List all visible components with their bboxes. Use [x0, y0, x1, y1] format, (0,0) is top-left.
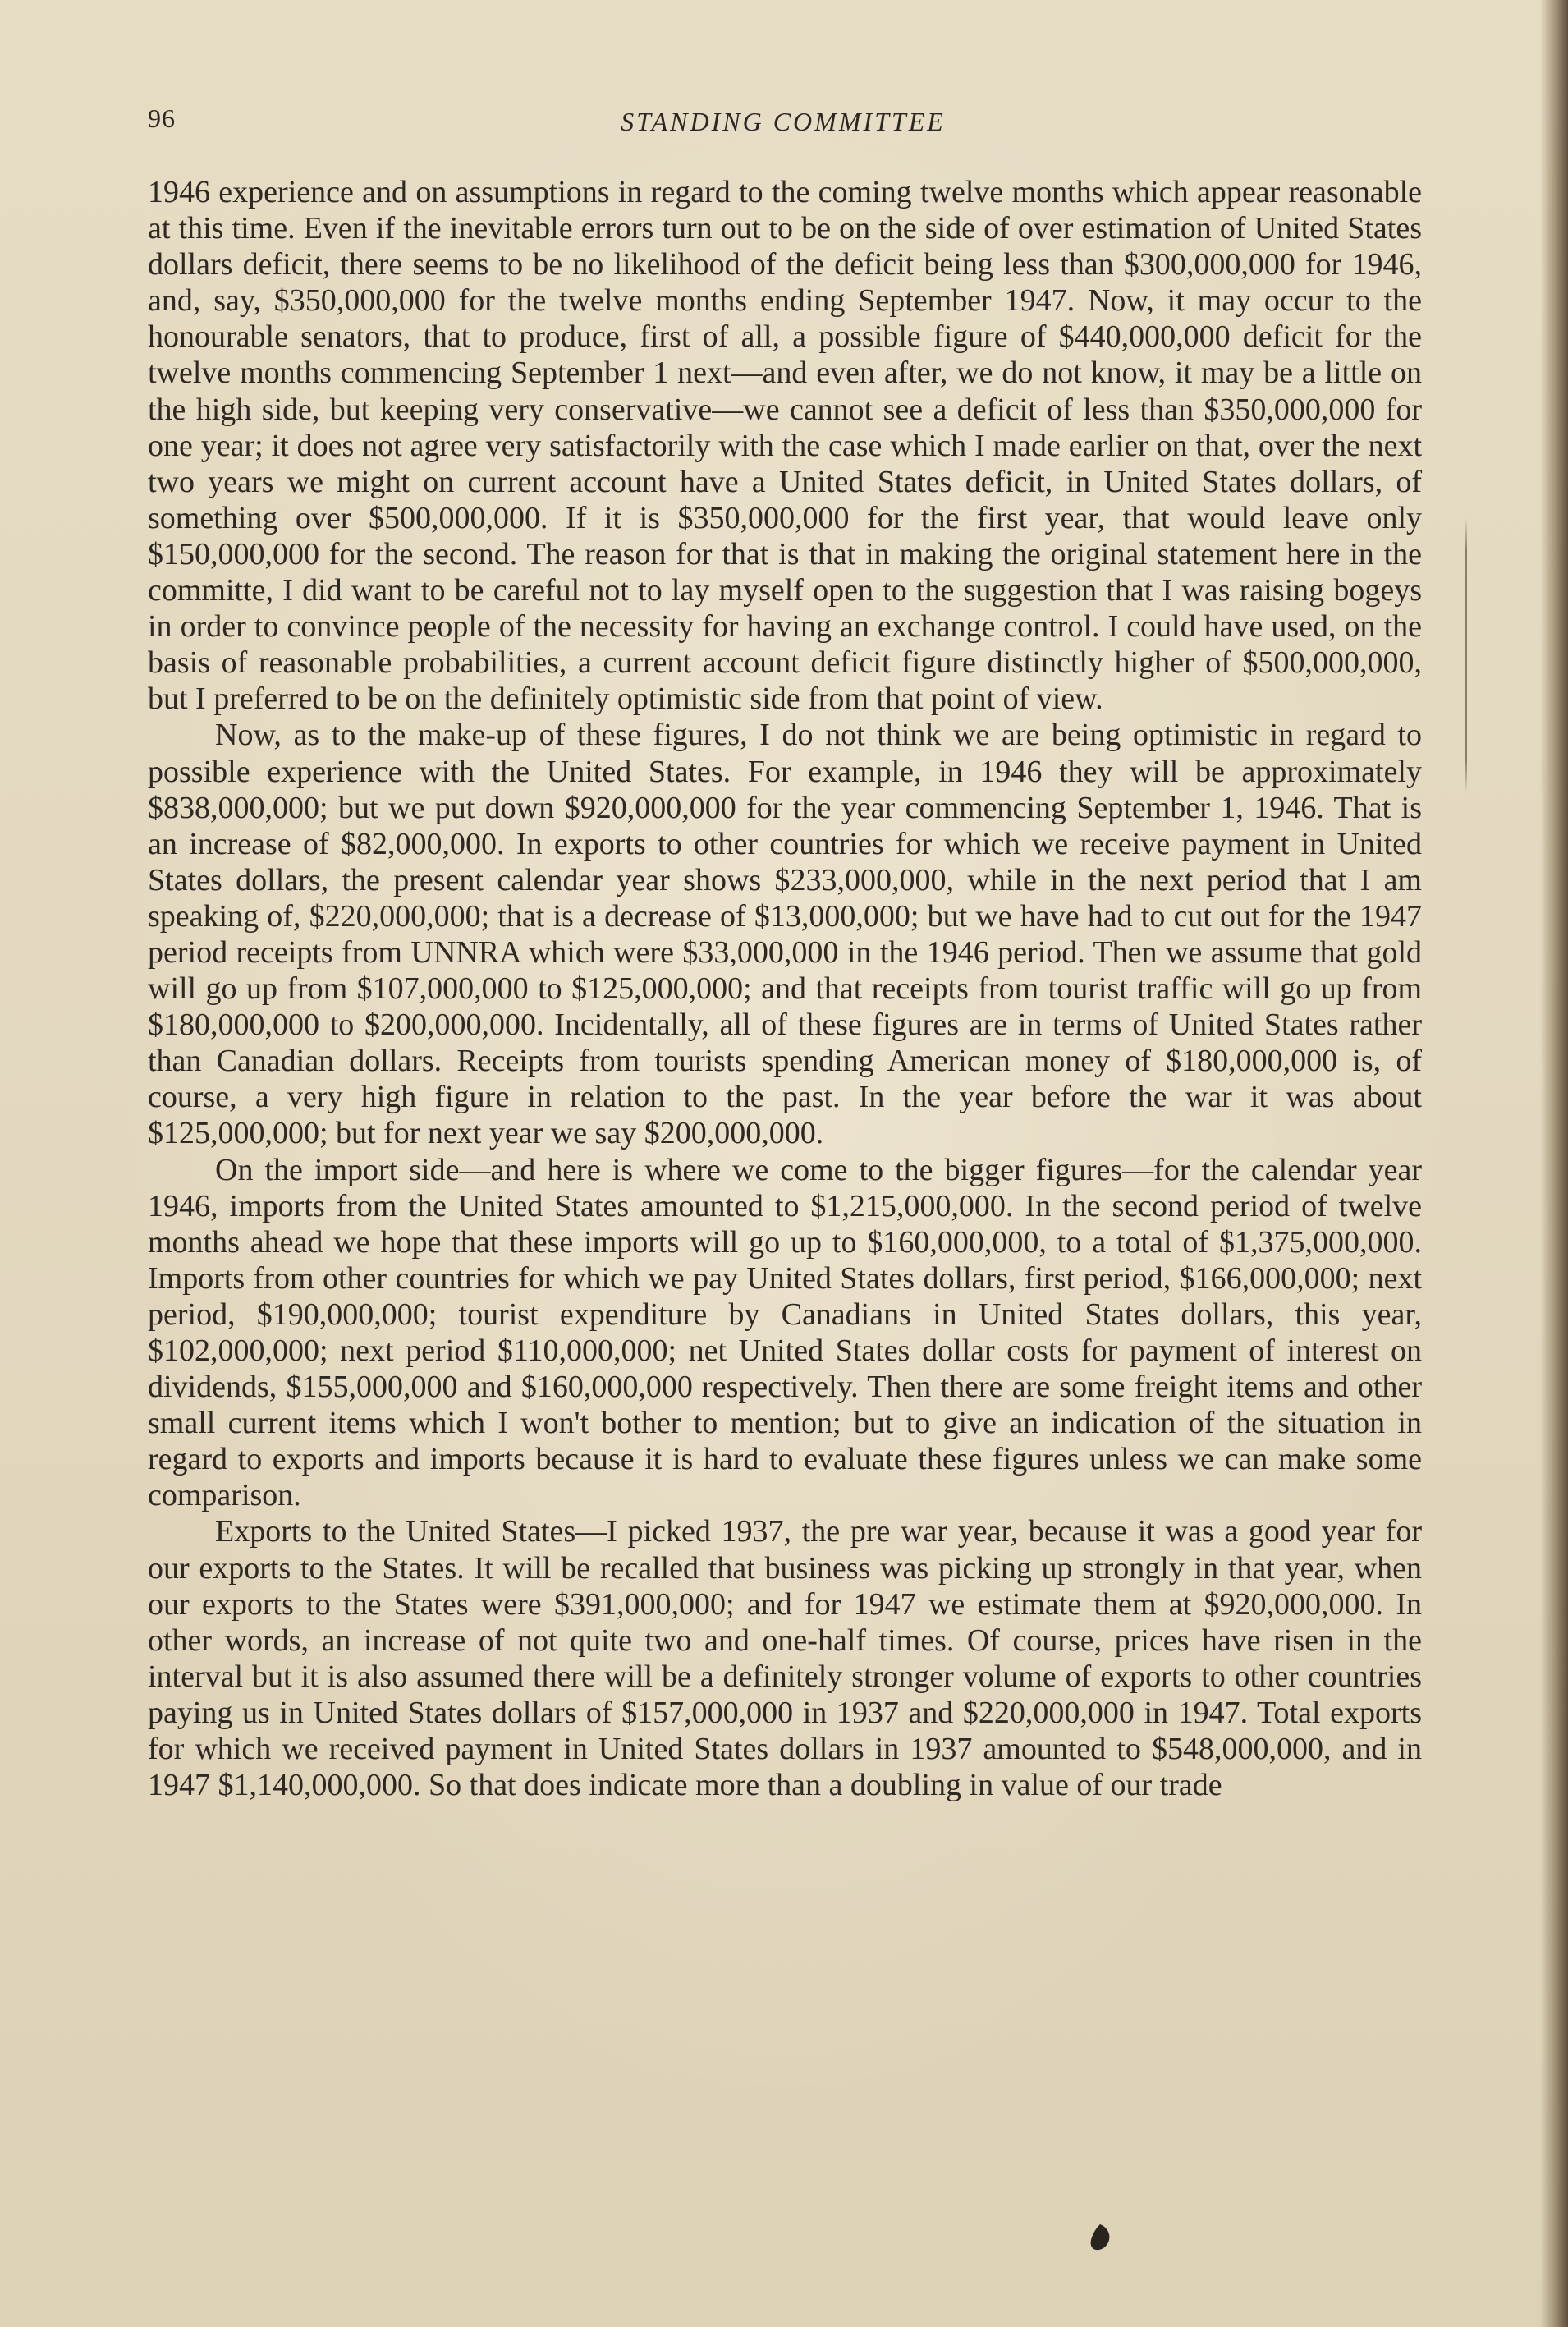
ink-blot-mark — [1089, 2224, 1112, 2251]
running-head: STANDING COMMITTEE — [621, 107, 946, 136]
body-text — [148, 174, 1422, 1803]
paragraph-4: Exports to the United States—I picked 1937, the pre war year, because it was a good year for our exports to the States. It will be recalled that business was picking up strongly in that year, when our exports to the States were $391,000,000; and for 1947 we estimate them at $920,000,000. In other words, an increase of not quite two and one-half times. Of course, prices have risen in the interval but it is also assumed there will be a definitely stronger volume of exports to other countries paying us in United States dollars of $157,000,000 in 1937 and $220,000,000 in 1947. Total exports for which we received payment in United States dollars in 1937 amounted to $548,000,000, and in 1947 $1,140,000,000. So that does indicate more than a doubling in value of our trade — [148, 1514, 1422, 1803]
paragraph-1: 1946 experience and on assumptions in regard to the coming twelve months which appear reasonable at this time. Even if the inevitable errors turn out to be on the side of over estimation of United States dollars deficit, there seems to be no likelihood of the deficit being less than $300,000,000 for 1946, and, say, $350,000,000 for the twelve months ending September 1947. Now, it may occur to the honourable senators, that to produce, first of all, a possible figure of $440,000,000 deficit for the twelve months commencing September 1 next—and even after, we do not know, it may be a little on the high side, but keeping very conservative—we cannot see a deficit of less than $350,000,000 for one year; it does not agree very satisfactorily with the case which I made earlier on that, over the next two years we might on current account have a United States deficit, in United States dollars, of something over $500,000,000. If it is $350,000,000 for the first year, that would leave only $150,000,000 for the second. The reason for that is that in making the original statement here in the committe, I did want to be careful not to lay myself open to the suggestion that I was raising bogeys in order to convince people of the necessity for having an exchange control. I could have used, on the basis of reasonable probabilities, a current account deficit figure distinctly higher of $500,000,000, but I preferred to be on the definitely optimistic side from that point of view. — [148, 175, 1422, 717]
page-number: 96 — [148, 103, 176, 133]
binding-edge — [1540, 0, 1568, 2327]
paragraph-2: Now, as to the make-up of these figures, I do not think we are being optimistic in regard to possible experience with the United States. For example, in 1946 they will be approximately $838,000,000; but we put down $920,000,000 for the year commencing September 1, 1946. That is an increase of $82,000,000. In exports to other countries for which we receive payment in United States dollars, the present calendar year shows $233,000,000, while in the next period that I am speaking of, $220,000,000; that is a decrease of $13,000,000; but we have had to cut out for the 1947 period receipts from UNNRA which were $33,000,000 in the 1946 period. Then we assume that gold will go up from $107,000,000 to $125,000,000; and that receipts from tourist traffic will go up from $180,000,000 to $200,000,000. Incidentally, all of these figures are in terms of United States rather than Canadian dollars. Receipts from tourists spending American money of $180,000,000 is, of course, a very high figure in relation to the past. In the year before the war it was about $125,000,000; but for next year we say $200,000,000. — [148, 718, 1422, 1151]
paragraph-3: On the import side—and here is where we come to the bigger figures—for the calendar year 1946, imports from the United States amounted to $1,215,000,000. In the second period of twelve months ahead we hope that these imports will go up to $160,000,000, to a total of $1,375,000,000. Imports from other countries for which we pay United States dollars, first period, $166,000,000; next period, $190,000,000; tourist expenditure by Canadians in United States dollars, this year, $102,000,000; next period $110,000,000; net United States dollar costs for payment of interest on dividends, $155,000,000 and $160,000,000 respectively. Then there are some freight items and other small current items which I won't bother to mention; but to give an indication of the situation in regard to exports and imports because it is hard to evaluate these figures unless we can make some comparison. — [148, 1152, 1422, 1513]
page-header — [148, 103, 1419, 145]
margin-pencil-mark — [1465, 517, 1467, 793]
